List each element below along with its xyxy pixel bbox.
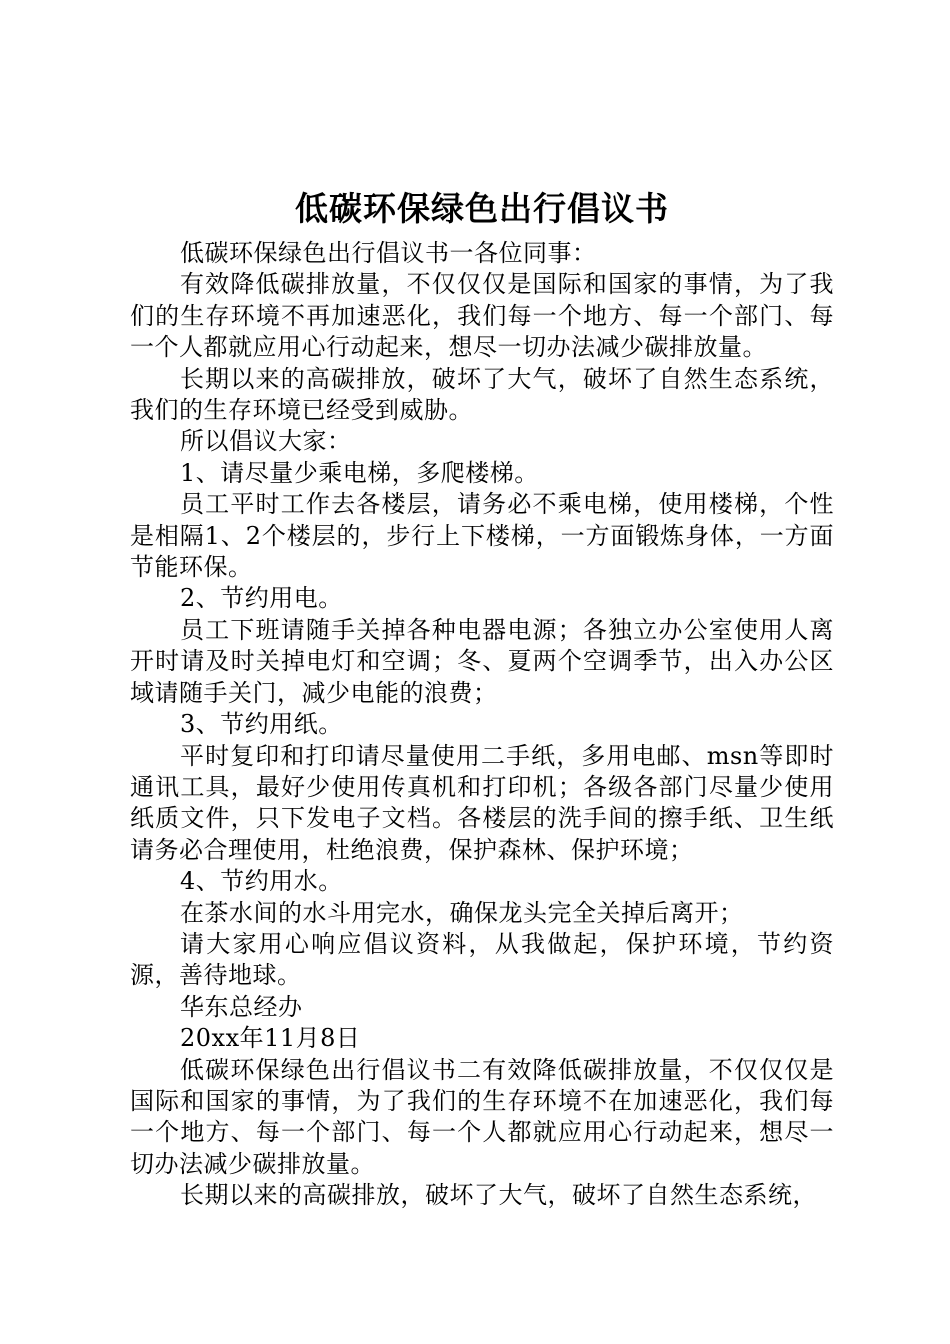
item-body-paper: 平时复印和打印请尽量使用二手纸，多用电邮、msn等即时通讯工具，最好少使用传真机和打印机；各级各部门尽量少使用纸质文件，只下发电子文档。各楼层的洗手间的擦手纸、卫生纸请务必合理使用，杜绝浪费，保护森林、保护环境； [130,741,834,864]
document-title: 低碳环保绿色出行倡议书 [295,189,669,228]
paragraph-call-to-action: 请大家用心响应倡议资料，从我做起，保护环境，节约资源，善待地球。 [130,929,834,990]
item-body-electricity: 员工下班请随手关掉各种电器电源；各独立办公室使用人离开时请及时关掉电灯和空调；冬、夏两个空调季节，出入办公区域请随手关门，减少电能的浪费； [130,615,834,707]
paragraph-proposal: 所以倡议大家： [180,427,352,456]
signature-date: 20xx年11月8日 [180,1024,361,1053]
paragraph-threat: 长期以来的高碳排放，破坏了大气，破坏了自然生态系统，我们的生存环境已经受到威胁。 [130,364,834,425]
paragraph-second-threat: 长期以来的高碳排放，破坏了大气，破坏了自然生态系统， [180,1181,817,1210]
signature-office: 华东总经办 [180,992,303,1021]
document-page [130,184,834,1212]
paragraph-greeting: 低碳环保绿色出行倡议书一各位同事： [180,239,597,267]
item-heading-water: 4、节约用水。 [180,867,343,896]
item-body-water: 在茶水间的水斗用完水，确保龙头完全关掉后离开； [180,898,744,927]
item-heading-stairs: 1、请尽量少乘电梯，多爬楼梯。 [180,458,539,487]
paragraph-second-letter: 低碳环保绿色出行倡议书二有效降低碳排放量，不仅仅仅是国际和国家的事情，为了我们的生存环境不在加速恶化，我们每一个地方、每一个部门、每一个人都就应用心行动起来，想尽一切办法减少碳排放量。 [130,1055,834,1178]
item-body-stairs: 员工平时工作去各楼层，请务必不乘电梯，使用楼梯，个性是相隔1、2个楼层的，步行上下楼梯，一方面锻炼身体，一方面节能环保。 [130,490,834,582]
item-heading-paper: 3、节约用纸。 [180,710,343,739]
item-heading-electricity: 2、节约用电。 [180,584,343,613]
paragraph-intro: 有效降低碳排放量，不仅仅仅是国际和国家的事情，为了我们的生存环境不再加速恶化，我们每一个地方、每一个部门、每一个人都就应用心行动起来，想尽一切办法减少碳排放量。 [130,270,834,362]
